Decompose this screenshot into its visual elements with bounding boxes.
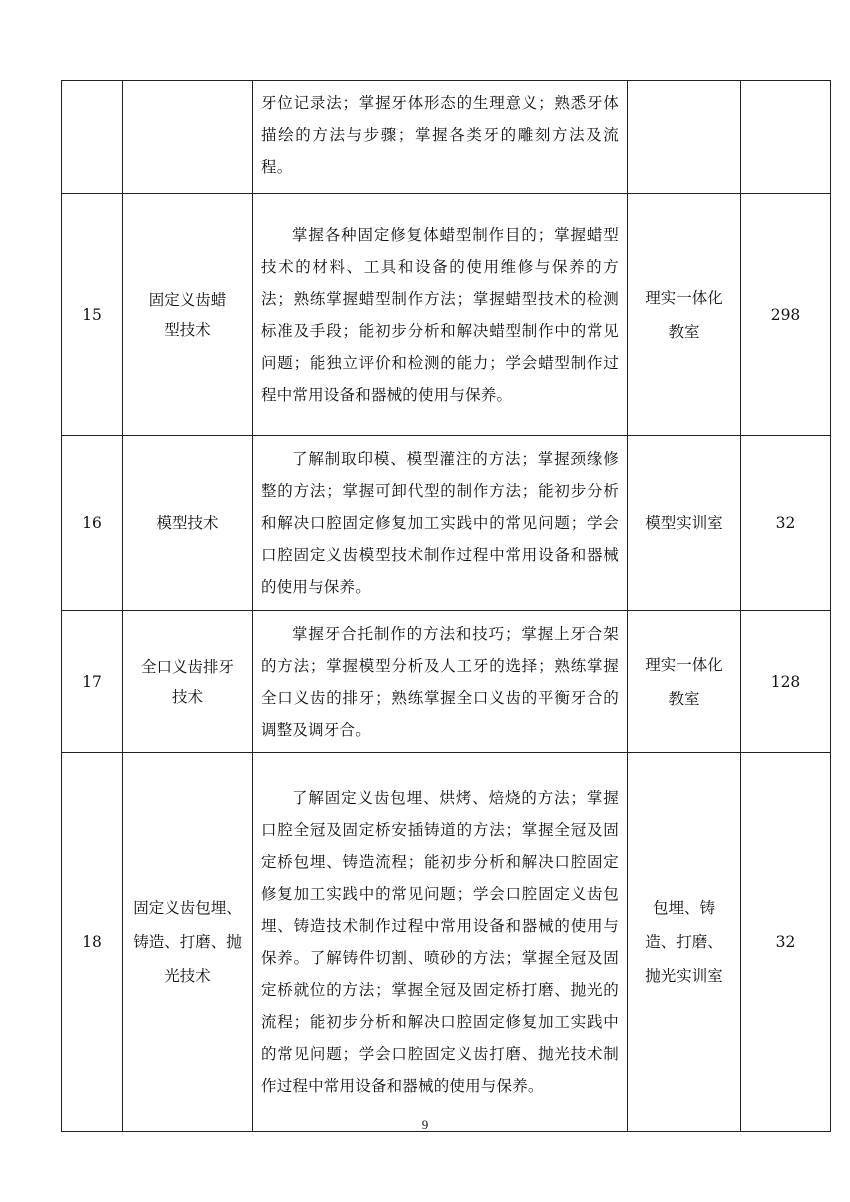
course-name xyxy=(123,753,253,1132)
course-name-text: 全口义齿排牙技术 xyxy=(140,657,234,706)
course-name xyxy=(123,194,253,436)
course-content xyxy=(253,81,628,194)
course-hours: 298 xyxy=(741,194,831,436)
course-number: 17 xyxy=(62,611,123,753)
page-number: 9 xyxy=(421,1117,429,1132)
course-hours xyxy=(741,81,831,194)
course-hours: 32 xyxy=(741,436,831,611)
course-room: 理实一体化教室 xyxy=(628,611,741,753)
curriculum-table xyxy=(61,80,831,1132)
table-row xyxy=(62,194,831,436)
course-room: 理实一体化教室 xyxy=(628,194,741,436)
course-room xyxy=(628,81,741,194)
course-room: 模型实训室 xyxy=(628,436,741,611)
table-row xyxy=(62,81,831,194)
course-content-text: 了解固定义齿包埋、烘烤、焙烧的方法；掌握口腔全冠及固定桥安插铸道的方法；掌握全冠及固定桥包埋、铸造流程；能初步分析和解决口腔固定修复加工实践中的常见问题；学会口腔固定义齿包埋、铸造技术制作过程中常用设备和器械的使用与保养。了解铸件切割、喷砂的方法；掌握全冠及固定桥就位的方法；掌握全冠及固定桥打磨、抛光的流程；能初步分析和解决口腔固定修复加工实践中的常见问题；学会口腔固定义齿打磨、抛光技术制作过程中常用设备和器械的使用与保养。 xyxy=(261,789,619,1095)
course-content-text: 了解制取印模、模型灌注的方法；掌握颈缘修整的方法；掌握可卸代型的制作方法；能初步分析和解决口腔固定修复加工实践中的常见问题；学会口腔固定义齿模型技术制作过程中常用设备和器械的使用与保养。 xyxy=(261,450,619,596)
course-number: 16 xyxy=(62,436,123,611)
course-name: 模型技术 xyxy=(123,436,253,611)
course-name-text: 固定义齿包埋、铸造、打磨、抛光技术 xyxy=(133,899,242,985)
course-content xyxy=(253,194,628,436)
course-name-text: 固定义齿蜡型技术 xyxy=(148,290,227,339)
course-hours: 32 xyxy=(741,753,831,1132)
course-content xyxy=(253,436,628,611)
course-number xyxy=(62,81,123,194)
course-hours: 128 xyxy=(741,611,831,753)
course-content-text: 掌握各种固定修复体蜡型制作目的；掌握蜡型技术的材料、工具和设备的使用维修与保养的方法；熟练掌握蜡型制作方法；掌握蜡型技术的检测标准及手段；能初步分析和解决蜡型制作中的常见问题；能独立评价和检测的能力；学会蜡型制作过程中常用设备和器械的使用与保养。 xyxy=(261,225,619,404)
table-row xyxy=(62,436,831,611)
course-content xyxy=(253,611,628,753)
table-row xyxy=(62,611,831,753)
course-number: 18 xyxy=(62,753,123,1132)
course-content-text: 掌握牙合托制作的方法和技巧；掌握上牙合架的方法；掌握模型分析及人工牙的选择；熟练掌握全口义齿的排牙；熟练掌握全口义齿的平衡牙合的调整及调牙合。 xyxy=(261,624,619,739)
course-room: 包埋、铸造、打磨、抛光实训室 xyxy=(628,753,741,1132)
course-content xyxy=(253,753,628,1132)
course-number: 15 xyxy=(62,194,123,436)
course-name xyxy=(123,611,253,753)
course-name xyxy=(123,81,253,194)
table-row xyxy=(62,753,831,1132)
course-content-text: 牙位记录法；掌握牙体形态的生理意义；熟悉牙体描绘的方法与步骤；掌握各类牙的雕刻方法及流程。 xyxy=(261,94,619,176)
